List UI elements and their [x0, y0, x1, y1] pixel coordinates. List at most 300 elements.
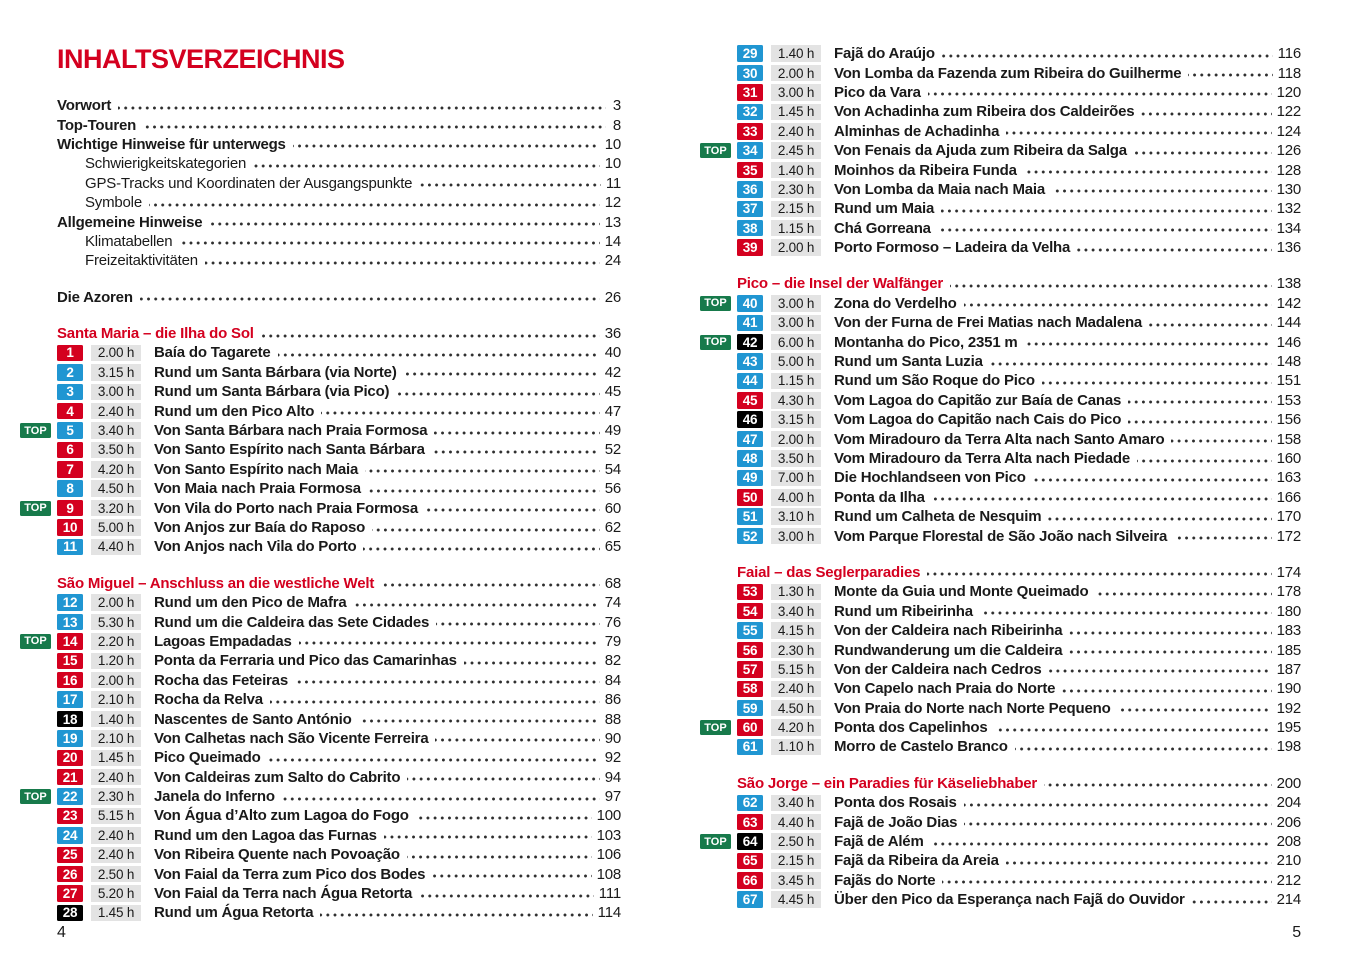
toc-tour-row: [737, 83, 1301, 102]
tour-duration: 6.00 h: [771, 334, 821, 351]
dot-leader: [1174, 532, 1271, 544]
dot-leader: [950, 280, 1272, 292]
tour-number-badge: 10: [57, 519, 83, 536]
tour-number-badge: 19: [57, 730, 83, 747]
tour-number-badge: 18: [57, 711, 83, 728]
tour-title: Von Vila do Porto nach Praia Formosa: [154, 499, 418, 517]
toc-tour-row: [57, 845, 621, 864]
toc-tour-row: [737, 737, 1301, 756]
tour-duration: 2.00 h: [91, 672, 141, 689]
dot-leader: [964, 818, 1271, 830]
toc-entry-label: Die Azoren: [57, 288, 133, 306]
tour-page-number: 42: [604, 363, 621, 381]
tour-number-badge: 42: [737, 334, 763, 351]
tour-number-badge: 15: [57, 653, 83, 670]
toc-tour-row: [737, 851, 1301, 870]
toc-tour-row: [737, 812, 1301, 831]
toc-entry-row: [57, 232, 621, 251]
tour-title: Von Anjos nach Vila do Porto: [154, 538, 357, 556]
dot-leader: [434, 427, 599, 439]
dot-leader: [359, 715, 600, 727]
tour-page-number: 151: [1276, 372, 1301, 390]
tour-number-badge: 27: [57, 885, 83, 902]
toc-entry-row: [57, 96, 621, 115]
tour-title: Montanha do Pico, 2351 m: [834, 333, 1018, 351]
tour-title: Baía do Tagarete: [154, 344, 271, 362]
dot-leader: [407, 773, 599, 785]
toc-tour-row: [57, 864, 621, 883]
tour-title: Von Faial da Terra nach Água Retorta: [154, 885, 413, 903]
toc-tour-row: [57, 382, 621, 401]
tour-page-number: 163: [1276, 469, 1301, 487]
tour-duration: 2.50 h: [771, 833, 821, 850]
folio-right: 5: [1292, 924, 1301, 941]
toc-section: [704, 274, 1301, 545]
toc-tour-row: [737, 468, 1301, 487]
tour-title: Von Santa Bárbara nach Praia Formosa: [154, 422, 428, 440]
tour-title: Von Praia do Norte nach Norte Pequeno: [834, 699, 1111, 717]
tour-title: Morro de Castelo Branco: [834, 738, 1008, 756]
tour-duration: 2.30 h: [771, 642, 821, 659]
dot-leader: [1095, 588, 1271, 600]
toc-section: [704, 774, 1301, 910]
toc-tour-row: [737, 63, 1301, 82]
tour-duration: 5.15 h: [91, 808, 141, 825]
tour-duration: 4.20 h: [91, 461, 141, 478]
tour-page-number: 92: [604, 749, 621, 767]
toc-tour-row: [737, 199, 1301, 218]
tour-title: Von Faial da Terra zum Pico dos Bodes: [154, 865, 426, 883]
tour-duration: 2.40 h: [91, 769, 141, 786]
dot-leader: [140, 293, 600, 305]
tour-page-number: 210: [1276, 852, 1301, 870]
tour-number-badge: 9: [57, 500, 83, 517]
top-tour-badge: TOP: [700, 143, 731, 158]
dot-leader: [365, 465, 600, 477]
section-heading-row: [737, 774, 1301, 793]
section-page-number: 138: [1276, 275, 1301, 293]
toc-entry-label: GPS-Tracks und Koordinaten der Ausgangspunkte: [85, 174, 413, 192]
tour-duration: 5.00 h: [91, 519, 141, 536]
tour-title: Rund um Santa Bárbara (via Pico): [154, 383, 390, 401]
tour-number-badge: 6: [57, 442, 83, 459]
right-page-column: [704, 44, 1301, 923]
toc-section: [704, 563, 1301, 757]
toc-tour-row: [24, 787, 621, 806]
toc-tour-row: [737, 679, 1301, 698]
tour-number-badge: 41: [737, 315, 763, 332]
dot-leader: [1171, 435, 1271, 447]
tour-duration: 1.40 h: [91, 711, 141, 728]
tour-page-number: 108: [596, 865, 621, 883]
tour-page-number: 153: [1276, 391, 1301, 409]
tour-duration: 4.50 h: [771, 700, 821, 717]
tour-page-number: 86: [604, 691, 621, 709]
toc-tour-row: [737, 391, 1301, 410]
tour-page-number: 103: [596, 826, 621, 844]
toc-tour-row: [57, 671, 621, 690]
toc-entry-label: Freizeitaktivitäten: [85, 252, 198, 270]
dot-leader: [1134, 147, 1272, 159]
toc-tour-row: [737, 44, 1301, 63]
tour-page-number: 74: [604, 594, 621, 612]
tour-page-number: 94: [604, 768, 621, 786]
tour-number-badge: 35: [737, 162, 763, 179]
tour-number-badge: 32: [737, 104, 763, 121]
tour-number-badge: 30: [737, 65, 763, 82]
tour-page-number: 190: [1276, 680, 1301, 698]
tour-title: Nascentes de Santo António: [154, 710, 352, 728]
toc-entries: [57, 288, 621, 307]
toc-entry-label: Wichtige Hinweise für unterwegs: [57, 135, 286, 153]
tour-title: Ponta da Ferraria und Pico das Camarinhas: [154, 652, 457, 670]
tour-page-number: 146: [1276, 333, 1301, 351]
dot-leader: [1069, 627, 1271, 639]
top-tour-badge: TOP: [700, 720, 731, 735]
tour-page-number: 49: [604, 422, 621, 440]
tour-page-number: 88: [604, 710, 621, 728]
tour-number-badge: 3: [57, 384, 83, 401]
right-toc: [704, 44, 1301, 909]
tour-duration: 2.40 h: [91, 847, 141, 864]
dot-leader: [1042, 377, 1272, 389]
top-tour-badge: TOP: [20, 423, 51, 438]
dot-leader: [407, 851, 592, 863]
tour-title: Die Hochlandseen von Pico: [834, 469, 1026, 487]
tour-duration: 3.00 h: [771, 84, 821, 101]
toc-entry-page-number: 8: [612, 116, 621, 134]
toc-tour-row: [704, 718, 1301, 737]
tour-number-badge: 4: [57, 403, 83, 420]
tour-title: Porto Formoso – Ladeira da Velha: [834, 239, 1071, 257]
tour-number-badge: 63: [737, 814, 763, 831]
tour-number-badge: 34: [737, 142, 763, 159]
tour-duration: 2.20 h: [91, 633, 141, 650]
toc-tour-row: [57, 518, 621, 537]
toc-tour-row: [57, 593, 621, 612]
tour-number-badge: 8: [57, 480, 83, 497]
tour-number-badge: 59: [737, 700, 763, 717]
tour-page-number: 45: [604, 383, 621, 401]
tour-title: Rund um Ribeirinha: [834, 602, 973, 620]
tour-number-badge: 52: [737, 528, 763, 545]
tour-title: Von der Caldeira nach Ribeirinha: [834, 622, 1063, 640]
tour-number-badge: 50: [737, 489, 763, 506]
tour-title: Janela do Inferno: [154, 788, 275, 806]
tour-number-badge: 65: [737, 853, 763, 870]
tour-number-badge: 44: [737, 373, 763, 390]
tour-number-badge: 51: [737, 508, 763, 525]
tour-page-number: 136: [1276, 239, 1301, 257]
dot-leader: [320, 909, 592, 921]
section-heading-row: [737, 563, 1301, 582]
page-title: INHALTSVERZEICHNIS: [57, 44, 345, 74]
tour-title: Rund um den Lagoa das Furnas: [154, 826, 377, 844]
dot-leader: [1149, 319, 1271, 331]
tour-duration: 2.40 h: [771, 681, 821, 698]
tour-number-badge: 67: [737, 891, 763, 908]
tour-title: Fajã de Além: [834, 833, 924, 851]
tour-title: Rund um Maia: [834, 200, 935, 218]
tour-page-number: 52: [604, 441, 621, 459]
dot-leader: [1006, 857, 1272, 869]
tour-title: Pico da Vara: [834, 83, 921, 101]
toc-tour-row: [57, 401, 621, 420]
tour-title: Monte da Guia und Monte Queimado: [834, 583, 1089, 601]
toc-section: [24, 574, 621, 923]
toc-tour-row: [704, 294, 1301, 313]
tour-page-number: 170: [1276, 508, 1301, 526]
tour-title: Von Fenais da Ajuda zum Ribeira da Salga: [834, 142, 1127, 160]
tour-page-number: 148: [1276, 353, 1301, 371]
tour-duration: 3.40 h: [771, 795, 821, 812]
toc-entry-row: [57, 135, 621, 154]
toc-tour-row: [57, 768, 621, 787]
toc-entry-label: Klimatabellen: [85, 232, 173, 250]
tour-duration: 3.00 h: [771, 315, 821, 332]
dot-leader: [1192, 896, 1272, 908]
tour-number-badge: 31: [737, 84, 763, 101]
tour-duration: 2.00 h: [771, 65, 821, 82]
top-tour-badge: TOP: [700, 834, 731, 849]
dot-leader: [995, 724, 1272, 736]
dot-leader: [980, 607, 1272, 619]
toc-tour-row: [704, 141, 1301, 160]
toc-entry-page-number: 14: [604, 232, 621, 250]
tour-title: Von Caldeiras zum Salto do Cabrito: [154, 768, 401, 786]
dot-leader: [464, 657, 600, 669]
section-page-number: 36: [604, 325, 621, 343]
toc-section: [24, 324, 621, 557]
tour-title: Rund um Calheta de Nesquim: [834, 508, 1042, 526]
tour-title: Fajãs do Norte: [834, 871, 936, 889]
tour-number-badge: 17: [57, 691, 83, 708]
dot-leader: [1015, 743, 1272, 755]
toc-tour-row: [57, 612, 621, 631]
dot-leader: [928, 88, 1272, 100]
tour-duration: 1.10 h: [771, 739, 821, 756]
tour-number-badge: 45: [737, 392, 763, 409]
dot-leader: [268, 754, 600, 766]
tour-title: Von Anjos zur Baía do Raposo: [154, 519, 366, 536]
tour-number-badge: 33: [737, 123, 763, 140]
tour-page-number: 62: [604, 519, 621, 536]
dot-leader: [1128, 416, 1271, 428]
tour-title: Von Santo Espírito nach Maia: [154, 460, 359, 478]
tour-duration: 1.15 h: [771, 220, 821, 237]
tour-duration: 2.10 h: [91, 730, 141, 747]
toc-tour-row: [57, 440, 621, 459]
tour-page-number: 183: [1276, 622, 1301, 640]
tour-duration: 3.00 h: [771, 528, 821, 545]
tour-number-badge: 7: [57, 461, 83, 478]
dot-leader: [941, 205, 1271, 217]
tour-title: Pico Queimado: [154, 749, 261, 767]
dot-leader: [1062, 685, 1271, 697]
toc-entry-page-number: 24: [604, 252, 621, 270]
tour-duration: 3.15 h: [91, 364, 141, 381]
toc-tour-row: [57, 479, 621, 498]
tour-duration: 4.20 h: [771, 719, 821, 736]
toc-tour-row: [57, 709, 621, 728]
left-toc: [24, 96, 621, 923]
tour-duration: 5.20 h: [91, 885, 141, 902]
dot-leader: [261, 330, 600, 342]
tour-duration: 2.00 h: [771, 239, 821, 256]
dot-leader: [1069, 646, 1271, 658]
toc-entry-label: Allgemeine Hinweise: [57, 213, 203, 231]
tour-page-number: 195: [1276, 719, 1301, 737]
tour-page-number: 208: [1276, 833, 1301, 851]
tour-title: Fajã de João Dias: [834, 813, 958, 831]
dot-leader: [425, 504, 600, 516]
dot-leader: [1052, 185, 1272, 197]
toc-tour-row: [737, 526, 1301, 545]
toc-tour-row: [57, 884, 621, 903]
dot-leader: [253, 160, 600, 172]
dot-leader: [149, 199, 600, 211]
tour-title: Von Calhetas nach São Vicente Ferreira: [154, 729, 429, 747]
section-page-number: 174: [1276, 563, 1301, 581]
tour-title: Von Ribeira Quente nach Povoação: [154, 846, 400, 864]
tour-title: Von Achadinha zum Ribeira dos Caldeirões: [834, 103, 1135, 121]
tour-title: Zona do Verdelho: [834, 294, 957, 312]
tour-page-number: 90: [604, 729, 621, 747]
tour-page-number: 47: [604, 402, 621, 420]
tour-page-number: 212: [1276, 871, 1301, 889]
tour-number-badge: 49: [737, 470, 763, 487]
toc-entry-row: [57, 115, 621, 134]
tour-number-badge: 13: [57, 614, 83, 631]
dot-leader: [435, 734, 599, 746]
tour-title: Vom Miradouro da Terra Alta nach Santo Amaro: [834, 430, 1165, 448]
tour-duration: 2.45 h: [771, 142, 821, 159]
toc-tour-row: [24, 498, 621, 517]
tour-title: Von Capelo nach Praia do Norte: [834, 680, 1056, 698]
toc-entry-label: Vorwort: [57, 97, 112, 115]
tour-number-badge: 66: [737, 872, 763, 889]
tour-page-number: 178: [1276, 583, 1301, 601]
toc-entry-page-number: 13: [604, 213, 621, 231]
tour-duration: 3.00 h: [91, 384, 141, 401]
tour-number-badge: 58: [737, 681, 763, 698]
dot-leader: [432, 446, 600, 458]
tour-title: Ponta dos Capelinhos: [834, 719, 988, 737]
tour-duration: 4.45 h: [771, 891, 821, 908]
dot-leader: [1049, 665, 1272, 677]
section-page-number: 68: [604, 574, 621, 592]
dot-leader: [368, 485, 600, 497]
tour-page-number: 187: [1276, 660, 1301, 678]
tour-title: Vom Parque Florestal de São João nach Silveira: [834, 527, 1168, 545]
tour-number-badge: 54: [737, 603, 763, 620]
toc-entry-label: Schwierigkeitskategorien: [85, 155, 247, 173]
tour-title: Rund um den Pico de Mafra: [154, 594, 347, 612]
tour-number-badge: 61: [737, 739, 763, 756]
dot-leader: [1077, 244, 1271, 256]
toc-tour-row: [737, 102, 1301, 121]
toc-entry-page-number: 10: [604, 155, 621, 173]
tour-title: Chá Gorreana: [834, 219, 931, 237]
section-heading-row: [57, 324, 621, 343]
tour-duration: 1.40 h: [771, 45, 821, 62]
tour-title: Von Maia nach Praia Formosa: [154, 480, 361, 498]
tour-title: Von Água d’Alto zum Lagoa do Fogo: [154, 807, 409, 825]
tour-page-number: 116: [1277, 45, 1301, 63]
tour-title: Über den Pico da Esperança nach Fajã do Ouvidor: [834, 891, 1185, 909]
tour-page-number: 160: [1276, 450, 1301, 467]
dot-leader: [1118, 704, 1272, 716]
tour-page-number: 114: [597, 904, 621, 922]
tour-title: Ponta dos Rosais: [834, 794, 957, 812]
toc-tour-row: [57, 729, 621, 748]
toc-tour-row: [737, 429, 1301, 448]
toc-entry-row: [57, 193, 621, 212]
tour-page-number: 82: [604, 652, 621, 670]
tour-number-badge: 12: [57, 594, 83, 611]
toc-tour-row: [737, 219, 1301, 238]
dot-leader: [964, 799, 1272, 811]
tour-page-number: 130: [1276, 180, 1301, 198]
tour-title: Fajã da Ribeira da Areia: [834, 852, 999, 870]
toc-tour-row: [737, 122, 1301, 141]
tour-page-number: 54: [604, 460, 621, 478]
tour-page-number: 76: [604, 613, 621, 631]
dot-leader: [436, 618, 600, 630]
toc-entry-page-number: 12: [604, 194, 621, 212]
tour-duration: 5.15 h: [771, 661, 821, 678]
tour-number-badge: 16: [57, 672, 83, 689]
tour-number-badge: 2: [57, 364, 83, 381]
tour-number-badge: 57: [737, 661, 763, 678]
tour-number-badge: 1: [57, 345, 83, 362]
tour-title: Rocha das Feteiras: [154, 671, 288, 689]
tour-number-badge: 48: [737, 450, 763, 467]
toc-tour-row: [57, 363, 621, 382]
dot-leader: [419, 179, 601, 191]
dot-leader: [299, 637, 600, 649]
toc-tour-row: [737, 488, 1301, 507]
tour-number-badge: 22: [57, 788, 83, 805]
tour-number-badge: 25: [57, 847, 83, 864]
tour-number-badge: 23: [57, 808, 83, 825]
tour-duration: 3.10 h: [771, 508, 821, 525]
tour-duration: 2.40 h: [91, 403, 141, 420]
tour-duration: 3.00 h: [771, 295, 821, 312]
dot-leader: [416, 812, 592, 824]
dot-leader: [1025, 338, 1272, 350]
toc-tour-row: [737, 449, 1301, 468]
toc-tour-row: [737, 371, 1301, 390]
section-heading-label: Faial – das Seglerparadies: [737, 563, 921, 581]
toc-tour-row: [704, 332, 1301, 351]
tour-page-number: 65: [604, 538, 621, 556]
toc-tour-row: [737, 410, 1301, 429]
dot-leader: [942, 50, 1273, 62]
top-tour-badge: TOP: [700, 296, 731, 311]
dot-leader: [1006, 127, 1271, 139]
dot-leader: [321, 407, 599, 419]
tour-title: Rund um Água Retorta: [154, 904, 314, 922]
tour-number-badge: 20: [57, 750, 83, 767]
toc-tour-row: [737, 160, 1301, 179]
tour-page-number: 180: [1276, 602, 1301, 620]
tour-number-badge: 38: [737, 220, 763, 237]
tour-duration: 3.50 h: [91, 442, 141, 459]
toc-tour-row: [737, 582, 1301, 601]
dot-leader: [932, 493, 1272, 505]
tour-number-badge: 46: [737, 411, 763, 428]
